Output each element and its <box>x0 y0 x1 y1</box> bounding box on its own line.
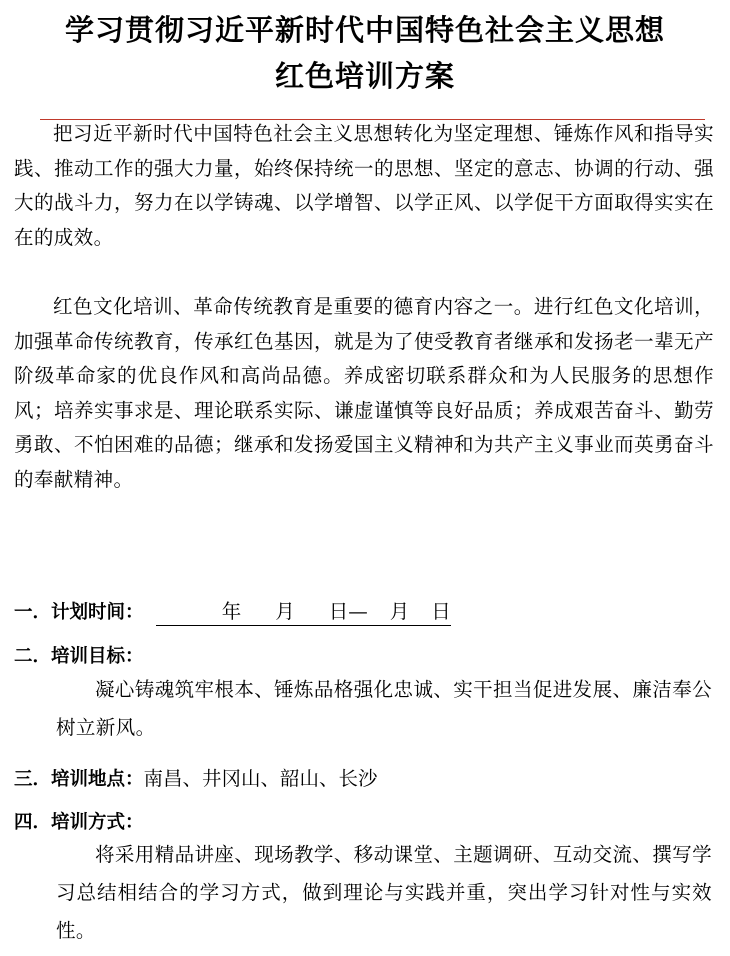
section-heading: 一．计划时间： <box>14 602 144 623</box>
intro-paragraph: 把习近平新时代中国特色社会主义思想转化为坚定理想、锤炼作风和指导实践、推动工作的强大力量，始终保持统一的思想、坚定的意志、协调的行动、强大的战斗力，努力在以学铸魂、以学增智、以学正风、以学促干方面取得实实在在的成效。 <box>14 122 714 249</box>
goal-text: 凝心铸魂筑牢根本、锤炼品格强化忠诚、实干担当促进发展、廉洁奉公树立新风。 <box>56 678 712 739</box>
red-culture-paragraph: 红色文化培训、革命传统教育是重要的德育内容之一。进行红色文化培训，加强革命传统教育，传承红色基因，就是为了使受教育者继承和发扬老一辈无产阶级革命家的优良作风和高尚品德。养成密切联系群众和为人民服务的思想作风；培养实事求是、理论联系实际、谦虚谨慎等良好品质；养成艰苦奋斗、勤劳勇敢、不怕困难的品德；继承和发扬爱国主义精神和为共产主义事业而英勇奋斗的奉献精神。 <box>14 295 714 491</box>
date-month: 月 <box>275 600 295 623</box>
date-year: 年 <box>221 600 242 623</box>
method-text: 将采用精品讲座、现场教学、移动课堂、主题调研、互动交流、撰写学习总结相结合的学习方式，做到理论与实践并重，突出学习针对性与实效性。 <box>56 843 712 942</box>
section-place <box>14 764 378 795</box>
date-day-range: 日— <box>328 600 368 623</box>
date-month-2: 月 <box>389 600 410 623</box>
place-text: 南昌、井冈山、韶山、长沙 <box>143 767 378 790</box>
date-day-2: 日 <box>431 600 451 623</box>
section-method <box>14 807 144 838</box>
section-goal <box>14 641 144 672</box>
document-title-line2: 红色培训方案 <box>274 59 455 93</box>
section-plan-time <box>14 597 451 628</box>
date-fill-line <box>156 599 451 626</box>
section-heading: 三．培训地点： <box>14 769 144 790</box>
section-heading: 二．培训目标： <box>14 646 144 667</box>
section-heading: 四．培训方式： <box>14 812 144 833</box>
document-title-line1: 学习贯彻习近平新时代中国特色社会主义思想 <box>64 13 665 47</box>
